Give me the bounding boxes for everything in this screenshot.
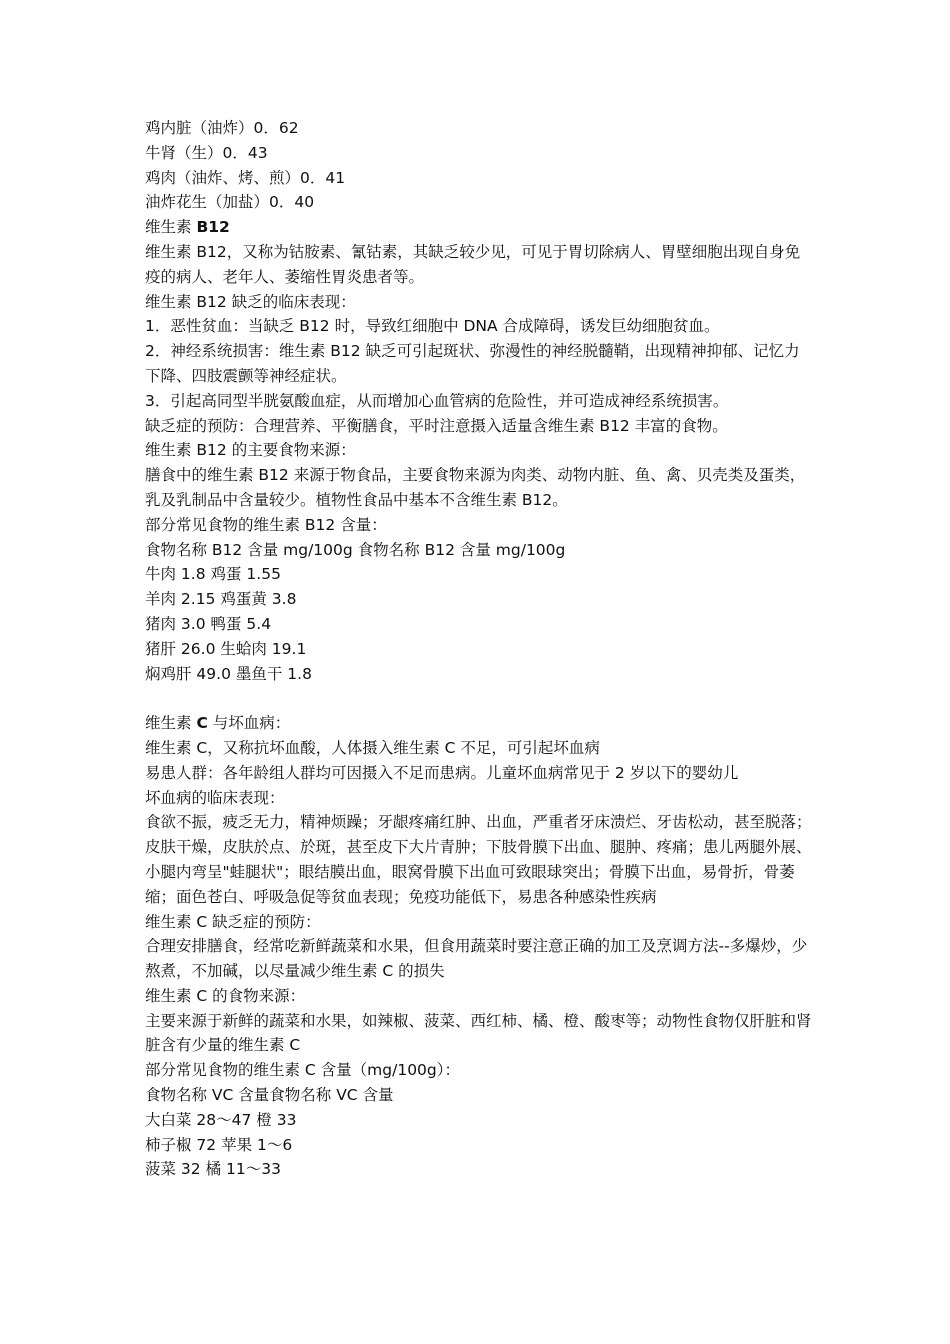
vc-table-header: 食物名称 VC 含量食物名称 VC 含量 bbox=[145, 1086, 394, 1105]
list-item: 鸡内脏（油炸）0．62 bbox=[145, 119, 299, 137]
vc-risk-group: 易患人群：各年龄组人群均可因摄入不足而患病。儿童坏血病常见于 2 岁以下的婴幼儿 bbox=[145, 763, 739, 782]
b12-table-header: 食物名称 B12 含量 mg/100g 食物名称 B12 含量 mg/100g bbox=[145, 540, 566, 559]
vc-prevention: 合理安排膳食，经常吃新鲜蔬菜和水果，但食用蔬菜时要注意正确的加工及烹调方法--多爆炒，少熬煮，不加碱，以尽量减少维生素 C 的损失 bbox=[145, 937, 808, 981]
section-spacer bbox=[145, 686, 813, 711]
table-row: 大白菜 28～47 橙 33 bbox=[145, 1110, 297, 1129]
vc-heading-suffix: 与坏血病： bbox=[207, 714, 291, 733]
b12-intro: 维生素 B12，又称为钴胺素、氰钴素，其缺乏较少见，可见于胃切除病人、胃壁细胞出现自身免疫的病人、老年人、萎缩性胃炎患者等。 bbox=[145, 242, 801, 286]
vc-prevention-title: 维生素 C 缺乏症的预防： bbox=[145, 912, 321, 931]
table-row: 菠菜 32 橘 11～33 bbox=[145, 1160, 281, 1179]
b12-symptom-item: 3．引起高同型半胱氨酸血症，从而增加心血管病的危险性，并可造成神经系统损害。 bbox=[145, 391, 729, 410]
vc-heading-bold: C bbox=[196, 714, 208, 733]
document-page bbox=[145, 116, 813, 1182]
food-list-top bbox=[145, 116, 813, 215]
table-row: 羊肉 2.15 鸡蛋黄 3.8 bbox=[145, 590, 297, 609]
list-item: 油炸花生（加盐）0．40 bbox=[145, 193, 315, 212]
vc-intro: 维生素 C，又称抗坏血酸，人体摄入维生素 C 不足，可引起坏血病 bbox=[145, 738, 600, 757]
vc-sources-title: 维生素 C 的食物来源： bbox=[145, 986, 306, 1005]
b12-sources-title: 维生素 B12 的主要食物来源： bbox=[145, 441, 356, 460]
table-row: 牛肉 1.8 鸡蛋 1.55 bbox=[145, 565, 281, 584]
b12-prevention: 缺乏症的预防：合理营养、平衡膳食，平时注意摄入适量含维生素 B12 丰富的食物。 bbox=[145, 416, 728, 435]
b12-sources: 膳食中的维生素 B12 来源于物食品，主要食物来源为肉类、动物内脏、鱼、禽、贝壳类及蛋类，乳及乳制品中含量较少。植物性食品中基本不含维生素 B12。 bbox=[145, 466, 806, 509]
table-row: 柿子椒 72 苹果 1～6 bbox=[145, 1135, 293, 1154]
table-row: 猪肝 26.0 生蛤肉 19.1 bbox=[145, 639, 307, 658]
vc-symptoms: 食欲不振，疲乏无力，精神烦躁；牙龈疼痛红肿、出血，严重者牙床溃烂、牙齿松动，甚至脱落；皮肤干燥，皮肤於点、於斑，甚至皮下大片青肿；下肢骨膜下出血、腿肿、疼痛；患儿两腿外展、小腿内弯呈"蛙腿状"；眼结膜出血，眼窝骨膜下出血可致眼球突出；骨膜下出血，易骨折，骨萎缩；面色苍白、呼吸急促等贫血表现；免疫功能低下，易患各种感染性疾病 bbox=[145, 813, 812, 906]
b12-table-title: 部分常见食物的维生素 B12 含量： bbox=[145, 515, 387, 534]
b12-heading bbox=[145, 215, 813, 240]
table-row: 猪肉 3.0 鸭蛋 5.4 bbox=[145, 614, 272, 633]
b12-symptoms-title: 维生素 B12 缺乏的临床表现： bbox=[145, 292, 356, 311]
list-item: 牛肾（生）0．43 bbox=[145, 143, 268, 162]
b12-section bbox=[145, 215, 813, 686]
vc-sources: 主要来源于新鲜的蔬菜和水果，如辣椒、菠菜、西红柿、橘、橙、酸枣等；动物性食物仅肝脏和肾脏含有少量的维生素 C bbox=[145, 1011, 812, 1055]
vc-table-title: 部分常见食物的维生素 C 含量（mg/100g）： bbox=[145, 1061, 461, 1080]
b12-symptom-item: 2．神经系统损害：维生素 B12 缺乏可引起斑状、弥漫性的神经脱髓鞘，出现精神抑郁、记忆力下降、四肢震颤等神经症状。 bbox=[145, 342, 800, 385]
vc-heading bbox=[145, 711, 813, 736]
vc-heading-prefix: 维生素 bbox=[145, 714, 197, 733]
b12-heading-bold: B12 bbox=[196, 218, 230, 237]
table-row: 焖鸡肝 49.0 墨鱼干 1.8 bbox=[145, 664, 312, 683]
b12-heading-prefix: 维生素 bbox=[145, 218, 197, 237]
b12-symptom-item: 1．恶性贫血：当缺乏 B12 时，导致红细胞中 DNA 合成障碍，诱发巨幼细胞贫血。 bbox=[145, 317, 720, 336]
vc-symptoms-title: 坏血病的临床表现： bbox=[145, 788, 285, 807]
list-item: 鸡肉（油炸、烤、煎）0．41 bbox=[145, 168, 346, 187]
vc-section bbox=[145, 711, 813, 1182]
